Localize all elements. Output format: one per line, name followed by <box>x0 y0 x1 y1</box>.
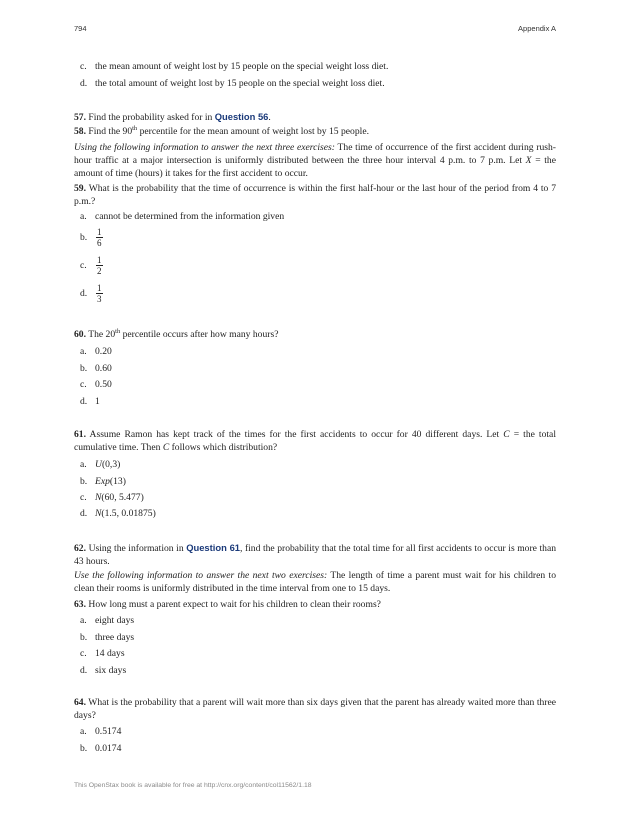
question-61-link[interactable]: Question 61 <box>186 542 240 553</box>
q60-option-d <box>80 395 100 408</box>
variable-c: C <box>503 429 510 440</box>
q59-option-a <box>80 210 284 223</box>
option-letter: b. <box>80 232 88 244</box>
option-text: the mean amount of weight lost by 15 people on the special weight loss diet. <box>95 61 389 72</box>
page-number: 794 <box>74 24 87 33</box>
option-text: 14 days <box>95 648 125 659</box>
question-text: Find the probability asked for in <box>88 112 213 123</box>
page-footer: This OpenStax book is available for free at http://cnx.org/content/col11562/1.18 <box>74 782 312 789</box>
numerator: 1 <box>97 255 102 265</box>
option-letter: c. <box>80 648 87 659</box>
option-letter: c. <box>80 61 87 72</box>
question-text-end: follows which distribution? <box>169 442 278 453</box>
question-56-link[interactable]: Question 56 <box>214 111 269 122</box>
question-text-end: percentile for the mean amount of weight lost by 15 people. <box>137 126 369 137</box>
question-text: What is the probability that a parent will wait more than six days given that the parent has already waited more than three days? <box>74 697 556 721</box>
distribution-name: U <box>95 459 102 470</box>
q59-option-d <box>80 284 103 304</box>
question-text-end: , find the probability that the total time for all first accidents to occur is more than 43 hours. <box>74 543 557 567</box>
option-letter: d. <box>80 396 88 407</box>
question-60 <box>74 328 556 341</box>
option-text: 0.5174 <box>95 726 122 737</box>
option-text: 0.60 <box>95 363 112 374</box>
option-letter: a. <box>80 459 87 470</box>
variable-c: C <box>162 442 170 453</box>
distribution-args: (60, 5.477) <box>101 492 144 503</box>
question-number: 61. <box>74 429 86 440</box>
intro-text-end: = the amount of time (hours) it takes for the first accident to occur. <box>74 155 556 179</box>
distribution-name: N <box>95 508 102 519</box>
option-letter: b. <box>80 743 88 754</box>
option-letter: b. <box>80 476 88 487</box>
question-59 <box>74 182 556 208</box>
superscript: th <box>115 328 121 335</box>
q59-option-b <box>80 228 103 248</box>
question-63 <box>74 598 556 611</box>
option-text: three days <box>95 632 135 643</box>
q61-option-c <box>80 491 144 504</box>
superscript: th <box>132 125 138 132</box>
option-letter: b. <box>80 363 88 374</box>
q63-option-a <box>80 614 134 627</box>
q61-option-a <box>80 458 120 471</box>
question-text: Find the 90 <box>88 126 133 137</box>
denominator: 3 <box>97 294 102 304</box>
question-64 <box>74 696 556 722</box>
option-letter: a. <box>80 615 87 626</box>
q63-option-b <box>80 631 134 644</box>
q60-option-c <box>80 378 112 391</box>
option-letter: b. <box>80 632 88 643</box>
option-letter: a. <box>80 726 87 737</box>
option-letter: d. <box>80 78 88 89</box>
numerator: 1 <box>97 227 102 237</box>
option-letter: d. <box>80 665 88 676</box>
question-number: 57. <box>74 112 86 123</box>
chapter-title: Appendix A <box>518 24 556 33</box>
question-text: The 20 <box>88 329 116 340</box>
distribution-name: Exp <box>95 476 110 487</box>
option-text: 0.50 <box>95 379 112 390</box>
q56-option-c <box>80 60 388 73</box>
fraction <box>96 228 103 248</box>
question-text: What is the probability that the time of occurrence is within the first half-hour or the last hour of the period from 4 to 7 p.m.? <box>74 183 556 207</box>
option-text: eight days <box>95 615 135 626</box>
denominator: 2 <box>97 266 102 276</box>
intro-text: The length of time a parent must wait for his children to clean their rooms is uniformly distributed in the time interval from one to 15 days. <box>74 570 556 594</box>
question-58 <box>74 125 556 138</box>
exercise-intro-2 <box>74 569 556 595</box>
question-number: 59. <box>74 183 86 194</box>
variable-x: X <box>525 155 532 166</box>
option-text: the total amount of weight lost by 15 people on the special weight loss diet. <box>95 78 385 89</box>
question-number: 62. <box>74 543 86 554</box>
fraction <box>96 256 103 276</box>
option-letter: d. <box>80 508 88 519</box>
q61-option-b <box>80 475 126 488</box>
option-text: cannot be determined from the information given <box>95 211 285 222</box>
intro-text: The time of occurrence of the first accident during rush-hour traffic at a major intersection is uniformly distributed between the three hour interval 4 p.m. to 7 p.m. Let <box>74 142 557 166</box>
distribution-args: (13) <box>109 476 126 487</box>
q60-option-a <box>80 345 112 358</box>
q63-option-d <box>80 664 126 677</box>
q61-option-d <box>80 507 156 520</box>
q56-option-d <box>80 77 385 90</box>
q59-option-c <box>80 256 103 276</box>
intro-italic: Use the following information to answer the next two exercises: <box>74 570 328 581</box>
exercise-intro-1 <box>74 141 556 180</box>
question-text-end: . <box>268 112 271 123</box>
question-61 <box>74 428 556 454</box>
option-letter: a. <box>80 346 87 357</box>
question-number: 64. <box>74 697 86 708</box>
question-text-end: percentile occurs after how many hours? <box>120 329 279 340</box>
option-text: 1 <box>95 396 100 407</box>
q64-option-b <box>80 742 121 755</box>
numerator: 1 <box>97 283 102 293</box>
option-letter: c. <box>80 379 87 390</box>
option-letter: a. <box>80 211 87 222</box>
q64-option-a <box>80 725 121 738</box>
option-text: 0.0174 <box>95 743 122 754</box>
intro-italic: Using the following information to answer the next three exercises: <box>74 142 335 153</box>
denominator: 6 <box>97 238 102 248</box>
question-text-mid: = the total cumulative time. Then <box>74 429 556 453</box>
question-number: 63. <box>74 599 86 610</box>
q60-option-b <box>80 362 112 375</box>
option-letter: c. <box>80 260 87 272</box>
q63-option-c <box>80 647 125 660</box>
option-letter: d. <box>80 288 88 300</box>
question-text: Assume Ramon has kept track of the times for the first accidents to occur for 40 different days. Let <box>89 429 504 440</box>
question-text: How long must a parent expect to wait for his children to clean their rooms? <box>88 599 381 610</box>
option-letter: c. <box>80 492 87 503</box>
distribution-args: (1.5, 0.01875) <box>101 508 156 519</box>
question-62 <box>74 541 556 568</box>
option-text: 0.20 <box>95 346 112 357</box>
question-text: Using the information in <box>88 543 184 554</box>
fraction <box>96 284 103 304</box>
question-number: 58. <box>74 126 86 137</box>
option-text: six days <box>95 665 127 676</box>
distribution-args: (0,3) <box>101 459 121 470</box>
question-57 <box>74 110 556 124</box>
distribution-name: N <box>95 492 102 503</box>
question-number: 60. <box>74 329 86 340</box>
